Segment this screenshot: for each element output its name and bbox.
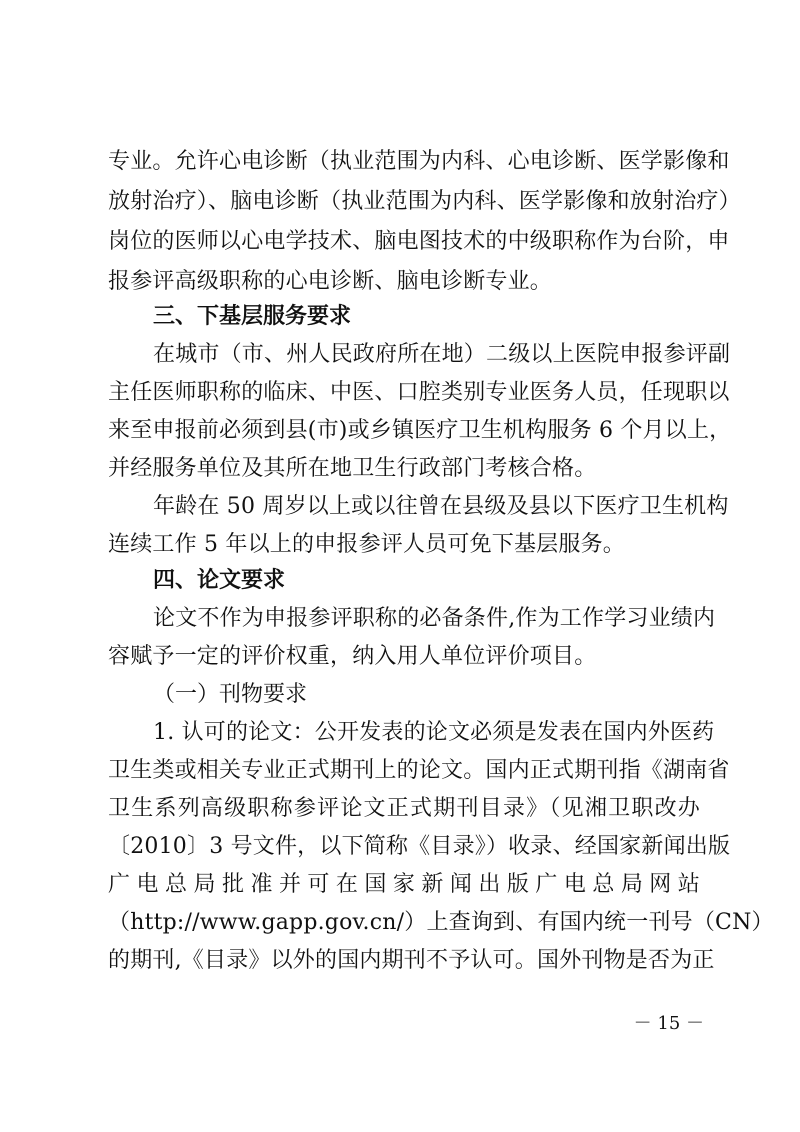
paragraph-line: 卫生系列高级职称参评论文正式期刊目录》（见湘卫职改办 xyxy=(108,796,700,821)
paragraph-line: 并经服务单位及其所在地卫生行政部门考核合格。 xyxy=(108,456,597,481)
subsection-heading: （一）刊物要求 xyxy=(153,682,308,707)
paragraph-line: 专业。允许心电诊断（执业范围为内科、心电诊断、医学影像和 xyxy=(108,149,730,174)
paragraph-line: 放射治疗）、脑电诊断（执业范围为内科、医学影像和放射治疗） xyxy=(108,189,741,214)
paragraph-line: 报参评高级职称的心电诊断、脑电诊断专业。 xyxy=(108,269,553,294)
paragraph-line: 卫生类或相关专业正式期刊上的论文。国内正式期刊指《湖南省 xyxy=(108,758,730,783)
paragraph-line: 来至申报前必须到县(市)或乡镇医疗卫生机构服务 6 个月以上， xyxy=(108,418,732,443)
paragraph-line: （http://www.gapp.gov.cn/）上查询到、有国内统一刊号（CN） xyxy=(108,910,774,935)
paragraph-line: 1. 认可的论文：公开发表的论文必须是发表在国内外医药 xyxy=(153,720,715,745)
paragraph-line: 岗位的医师以心电学技术、脑电图技术的中级职称作为台阶，申 xyxy=(108,229,730,254)
paragraph-line: 容赋予一定的评价权重，纳入用人单位评价项目。 xyxy=(108,644,597,669)
section-heading: 三、下基层服务要求 xyxy=(153,304,352,329)
paragraph-line: 年龄在 50 周岁以上或以往曾在县级及县以下医疗卫生机构 xyxy=(153,494,729,519)
paragraph-line: 主任医师职称的临床、中医、口腔类别专业医务人员，任现职以 xyxy=(108,380,730,405)
paragraph-line: 〔2010〕3 号文件，以下简称《目录》）收录、经国家新闻出版 xyxy=(108,834,731,859)
paragraph-line: 在城市（市、州人民政府所在地）二级以上医院申报参评副 xyxy=(153,342,731,367)
page-number: － 15 － xyxy=(633,1013,704,1034)
section-heading: 四、论文要求 xyxy=(153,568,286,593)
paragraph-line: 论文不作为申报参评职称的必备条件,作为工作学习业绩内 xyxy=(153,606,716,631)
paragraph-line: 广电总局批准并可在国家新闻出版广电总局网站 xyxy=(108,872,700,897)
paragraph-line: 的期刊,《目录》以外的国内期刊不予认可。国外刊物是否为正 xyxy=(108,948,715,973)
paragraph-line: 连续工作 5 年以上的申报参评人员可免下基层服务。 xyxy=(108,532,625,557)
